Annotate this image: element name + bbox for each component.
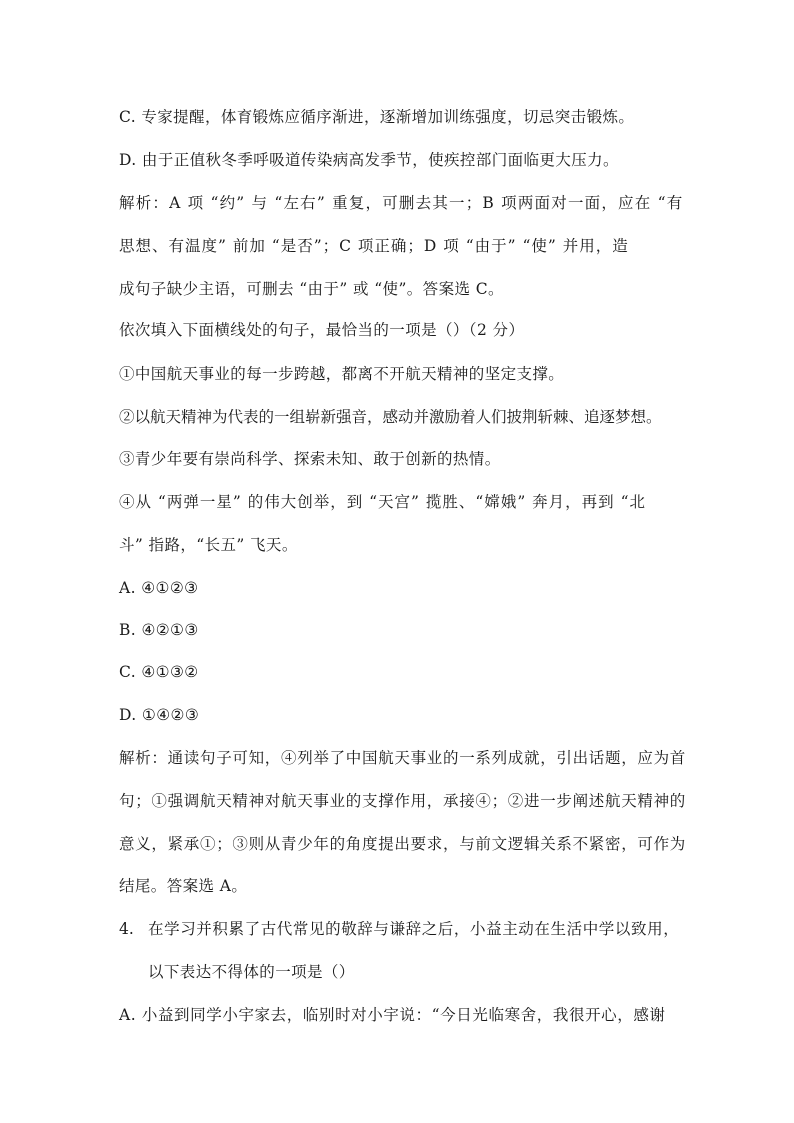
analysis-line-1: 解析：A 项 “约” 与 “左右” 重复，可删去其一；B 项两面对一面，应在 “有 <box>119 194 684 212</box>
question-4-number: 4. <box>119 920 134 938</box>
analysis-line-2: 思想、有温度” 前加 “是否”；C 项正确；D 项 “由于” “使” 并用，造 <box>119 237 629 255</box>
question-4-option-a: A. 小益到同学小宇家去，临别时对小宇说：“今日光临寒舍，我很开心，感谢 <box>119 1006 666 1024</box>
sentence-4-line-2: 斗” 指路，“长五” 飞天。 <box>119 536 298 554</box>
analysis-2-line-4: 结尾。答案选 A。 <box>119 877 248 895</box>
analysis-line-3: 成句子缺少主语，可删去 “由于” 或 “使”。答案选 C。 <box>119 280 504 298</box>
sentence-1: ①中国航天事业的每一步跨越，都离不开航天精神的坚定支撑。 <box>119 365 565 383</box>
analysis-2-line-2: 句；①强调航天精神对航天事业的支撑作用，承接④；②进一步阐述航天精神的 <box>119 792 687 810</box>
choice-d: D. ①④②③ <box>119 706 200 724</box>
question-3-stem: 依次填入下面横线处的句子，最恰当的一项是（）（2 分） <box>119 321 525 339</box>
choice-a: A. ④①②③ <box>119 579 199 597</box>
option-c-text: C. 专家提醒，体育锻炼应循序渐进，逐渐增加训练强度，切忌突击锻炼。 <box>119 108 635 126</box>
analysis-2-line-1: 解析：通读句子可知，④列举了中国航天事业的一系列成就，引出话题，应为首 <box>119 749 687 767</box>
sentence-4-line-1: ④从 “两弹一星” 的伟大创举，到 “天宫” 揽胜、“嫦娥” 奔月，再到 “北 <box>119 493 647 511</box>
question-4-line-1: 在学习并积累了古代常见的敬辞与谦辞之后，小益主动在生活中学以致用， <box>148 920 680 938</box>
question-4-line-2: 以下表达不得体的一项是（） <box>148 963 355 981</box>
sentence-2: ②以航天精神为代表的一组崭新强音，感动并激励着人们披荆斩棘、追逐梦想。 <box>119 408 662 426</box>
choice-b: B. ④②①③ <box>119 621 199 639</box>
analysis-2-line-3: 意义，紧承①；③则从青少年的角度提出要求，与前文逻辑关系不紧密，可作为 <box>119 835 687 853</box>
sentence-3: ③青少年要有崇尚科学、探索未知、敢于创新的热情。 <box>119 450 501 468</box>
choice-c: C. ④①③② <box>119 663 199 681</box>
option-d-text: D. 由于正值秋冬季呼吸道传染病高发季节，使疾控部门面临更大压力。 <box>119 151 619 169</box>
